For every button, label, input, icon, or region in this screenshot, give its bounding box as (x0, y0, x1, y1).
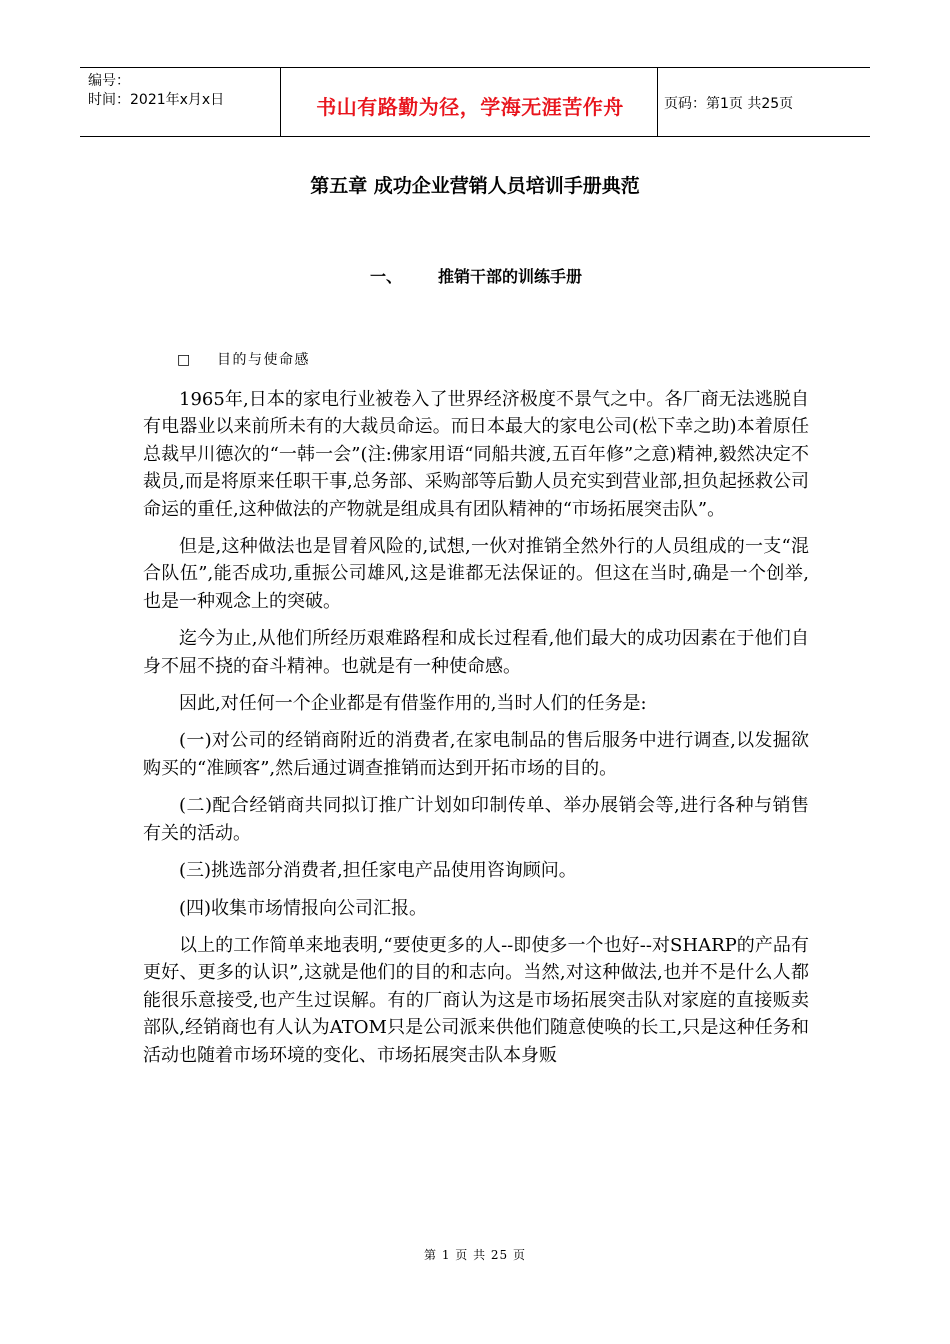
paragraph: 因此,对任何一个企业都是有借鉴作用的,当时人们的任务是: (179, 693, 647, 715)
paragraph: 以上的工作简单来地表明,“要使更多的人--即使多一个也好--对SHARP的产品有更好、更多的认识”,这就是他们的目的和志向。当然,对这种做法,也并不是什么人都能很乐意接受,也产生过误解。有的厂商认为这是市场拓展突击队对家庭的直接贩卖部队,经销商也有人认为ATOM只是公司派来供他们随意使唤的长工,只是这种任务和活动也随着市场环境的变化、市场拓展突击队本身贩 (143, 934, 809, 1066)
paragraph: (一)对公司的经销商附近的消费者,在家电制品的售后服务中进行调查,以发掘欲购买的“准顾客”,然后通过调查推销而达到开拓市场的目的。 (143, 730, 809, 779)
checkbox-icon: □ (177, 352, 192, 368)
page-footer: 第 1 页 共 25 页 (424, 1248, 526, 1262)
paragraph: (二)配合经销商共同拟订推广计划如印制传单、举办展销会等,进行各种与销售有关的活动。 (143, 795, 809, 844)
chapter-title: 第五章 成功企业营销人员培训手册典范 (310, 175, 640, 197)
header-page-info: 页码：第1页 共25页 (664, 96, 794, 112)
document-header (80, 67, 870, 137)
body-text (143, 386, 809, 1079)
paragraph: (三)挑选部分消费者,担任家电产品使用咨询顾问。 (179, 860, 577, 882)
paragraph: 迄今为止,从他们所经历艰难路程和成长过程看,他们最大的成功因素在于他们自身不屈不挠的奋斗精神。也就是有一种使命感。 (143, 628, 809, 677)
paragraph: 1965年,日本的家电行业被卷入了世界经济极度不景气之中。各厂商无法逃脱自有电器业以来前所未有的大裁员命运。而日本最大的家电公司(松下幸之助)本着原任总裁早川德次的“一韩一会”(注:佛家用语“同船共渡,五百年修”之意)精神,毅然决定不裁员,而是将原来任职干事,总务部、采购部等后勤人员充实到营业部,担负起拯救公司命运的重任,这种做法的产物就是组成具有团队精神的“市场拓展突击队”。 (143, 389, 809, 520)
subheading-text: 目的与使命感 (217, 352, 310, 368)
paragraph: 但是,这种做法也是冒着风险的,试想,一伙对推销全然外行的人员组成的一支“混合队伍”,能否成功,重振公司雄风,这是谁都无法保证的。但这在当时,确是一个创举,也是一种观念上的突破。 (143, 536, 809, 612)
header-divider-left (280, 68, 281, 136)
header-divider-right (657, 68, 658, 136)
section-heading (370, 264, 582, 287)
header-motto: 书山有路勤为径，学海无涯苦作舟 (316, 95, 624, 119)
document-time-label: 时间：2021年x月x日 (88, 92, 225, 108)
section-number: 一、 (370, 267, 403, 286)
header-meta (88, 72, 280, 110)
subheading (177, 349, 310, 369)
paragraph: (四)收集市场情报向公司汇报。 (179, 897, 428, 919)
section-title: 推销干部的训练手册 (438, 267, 583, 286)
document-number-label: 编号： (88, 73, 130, 89)
